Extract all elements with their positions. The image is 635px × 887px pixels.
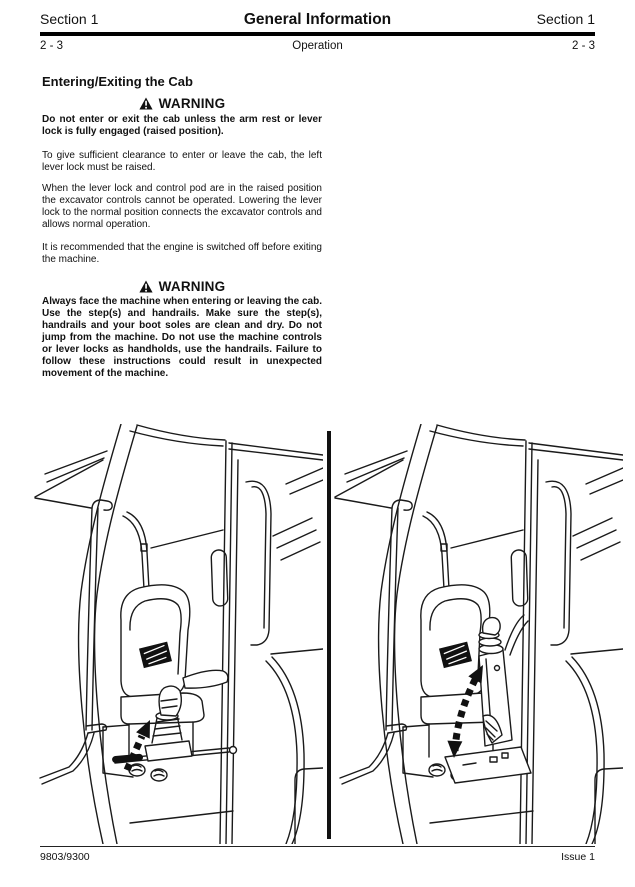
header-page-right: 2 - 3 [572,40,596,52]
header-section-left: Section 1 [40,11,99,27]
warning-label: WARNING [158,96,226,111]
page-footer [40,851,595,863]
paragraph: To give sufficient clearance to enter or leave the cab, the left lever lock must be raised. [42,150,322,173]
page-header [40,11,595,29]
footer-rule [40,846,595,847]
header-title: General Information [243,11,392,28]
header-page-left: 2 - 3 [40,40,64,52]
footer-issue: Issue 1 [561,851,595,863]
page-subheader [40,40,595,52]
footer-publication-number: 9803/9300 [40,851,90,863]
header-rule [40,32,595,36]
header-section-right: Section 1 [536,11,596,27]
figure-divider [327,431,331,839]
lever-lock-handle [112,754,143,764]
warning-triangle-icon [139,97,153,110]
warning-text-2: Always face the machine when entering or leaving the cab. Use the step(s) and handrails. Make sure the step(s), handrails and your boot soles are clean and dry. Do not jump from the machine. Do not use the machine controls or lever locks as handholds, use the handrails. Failure to follow these instructions could result in unexpected movement of the machine. [42,296,322,379]
warning-header-2 [42,279,322,294]
warning-label: WARNING [158,279,226,294]
header-subtitle: Operation [292,40,343,52]
cab-illustration-lever-lowered [33,424,323,844]
cab-illustration-lever-raised [333,424,623,844]
paragraph: It is recommended that the engine is switched off before exiting the machine. [42,242,322,265]
paragraph: When the lever lock and control pod are in the raised position the excavator controls cannot be operated. Lowering the lever lock to the normal position connects the excavator controls and allows normal operation. [42,183,322,230]
warning-header-1 [42,96,322,111]
warning-triangle-icon [139,280,153,293]
warning-text-1: Do not enter or exit the cab unless the arm rest or lever lock is fully engaged (raised position). [42,114,322,137]
section-heading: Entering/Exiting the Cab [42,74,193,89]
